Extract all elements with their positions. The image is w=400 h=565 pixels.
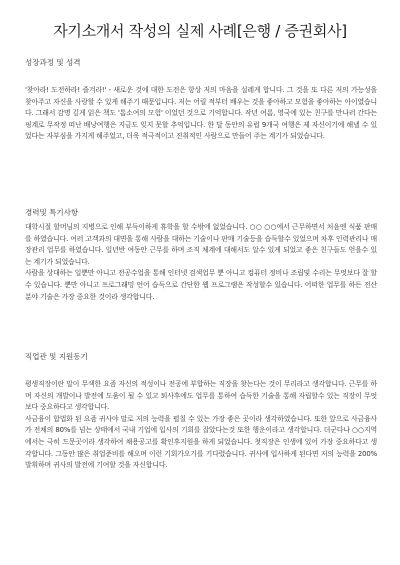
section-paragraph: 평생직장이란 말이 무색한 요즘 자신의 적성이나 전공에 부합하는 직장을 찾는다는 것이 무리라고 생각합니다. 근무를 하며 자신의 개발이나 발전에 도움이 될 수 있고 퇴사후에도 업무를 통하여 습득한 기술을 통해 자립할수 있는 직장이 무엇보다 중요하다고 생각합니다. — [25, 380, 377, 412]
section-heading: 직업관 및 지원동기 — [25, 352, 88, 361]
section-paragraph: 대학시절 할머님의 지병으로 인해 부득이하게 휴학을 할 수밖에 없었습니다. ○○ ○○에서 근무하면서 처음엔 식품 판매를 하였습니다. 여러 고객과의 대면을 통해 사람을 대하는 기술이나 판매 기술등을 습득할수 있었으며 차후 인력관리나 매장관리 업무를 하였습니다. 일년반 여동안 근무를 하며 조직 체계에 대해서도 알수 있게 되었고 좋은 친구들도 얻을수 있는 계기가 되었습니다. — [25, 223, 377, 266]
section-growth-personality — [25, 57, 377, 143]
section-paragraph: 사람을 상대하는 일뿐만 아니고 전공수업을 통해 인터넷 검색업무 뿐 아니고 컴퓨터 정비나 조립및 수리는 무엇보다 잘 할수 있습니다. 뿐만 아니고 프로그래밍 언어 습득으로 간단한 웹 프로그램은 작성할수 있습니다. 어떠한 업무를 하든 전산 분야 기술은 가장 중요한 것이라 생각합니다. — [25, 269, 377, 301]
section-heading: 성장과정 및 성격 — [25, 58, 81, 67]
section-paragraph: '찾아라! 도전하라! 즐겨라!' - 새로운 것에 대한 도전은 항상 저의 마음을 설레게 합니다. 그 것을 또 다른 저의 가능성을 찾아주고 자신을 사랑할 수 있게 해주기 때문입니다. 저는 어릴 적부터 배우는 것을 좋아하고 모험을 좋아하는 아이였습니다. 그래서 감명 깊게 읽은 책도 '톰소여의 모험' 이었던 것으로 기억합니다. 작년 여름, 영국에 있는 친구를 만나러 간다는 핑계로 무작정 떠난 배낭여행은 지금도 잊지 못할 추억입니다. 한 달 동안의 유럽 9개국 여행은 제 자신이기에 해낼 수 있었다는 자부심을 가지게 해주었고, 더욱 적극적이고 진취적인 사람으로 만들어 주는 계기가 되었습니다. — [25, 86, 377, 141]
section-career-skills — [25, 207, 377, 303]
document-title: 자기소개서 작성의 실제 사례[은행 / 증권회사] — [53, 22, 347, 40]
section-paragraph: 사금융이 합법화 된 요즘 귀사야 말로 저의 능력을 펼칠 수 있는 가장 좋은 곳이라 생각하였습니다. 또한 앞으로 사금융사가 전체의 80%를 넘는 상태에서 국내 기업에 입사의 기회를 잡았다는것 또한 행운이라고 생각합니다. 더군다나 ○○지역에서는 극히 드문곳이라 생각하여 채용공고를 확인후지원을 하게 되었습니다. 첫직장은 인생에 있어 가장 중요하다고 생각합니다. 그동안 많은 취업준비를 해오며 이런 기회가오기를 기다렸습니다. 귀사에 입사하게 된다면 저의 능력을 200%발휘하며 귀사의 발전에 기여할 것을 자신합니다. — [25, 414, 377, 470]
section-heading: 경력및 특기사항 — [25, 208, 79, 217]
section-job-motivation — [25, 351, 377, 472]
